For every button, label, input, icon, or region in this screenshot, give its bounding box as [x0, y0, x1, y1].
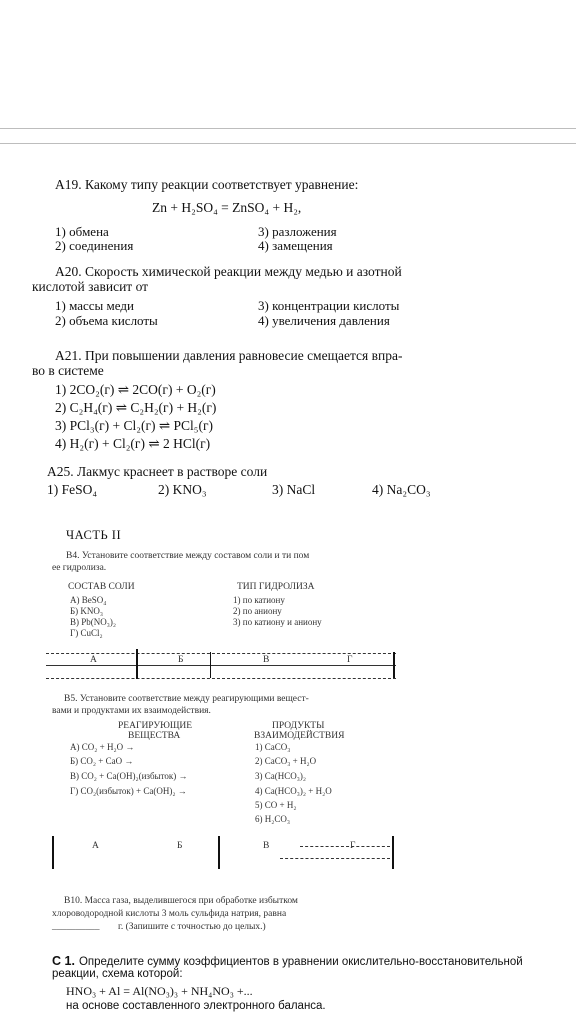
b4-right-item-3: 3) по катиону и аниону	[233, 617, 322, 627]
a21-option-4: 4) H₂(г) + Cl₂(г) ⇌ 2 HCl(г)	[55, 436, 211, 451]
top-divider-2	[0, 143, 576, 144]
a20-question-line1: A20. Скорость химической реакции между медью и азотной	[55, 264, 402, 279]
b5-question-line2: вами и продуктами их взаимодействия.	[52, 706, 211, 716]
b4-right-header: ТИП ГИДРОЛИЗА	[237, 582, 315, 592]
b4-left-item-a: А) BeSO₄	[70, 595, 107, 605]
b5-grid-line-1	[300, 846, 390, 847]
b5-left-item-d: Г) CO₂(избыток) + Ca(OH)₂ →	[70, 786, 187, 796]
b4-right-item-1: 1) по катиону	[233, 595, 285, 605]
b5-answer-cell-b[interactable]: Б	[177, 841, 183, 851]
a25-option-2: 2) KNO₃	[158, 482, 207, 497]
a19-equation: Zn + H₂SO₄ = ZnSO₄ + H₂,	[152, 200, 302, 215]
a21-option-3: 3) PCl₃(г) + Cl₂(г) ⇌ PCl₅(г)	[55, 418, 214, 433]
b5-right-header-2: ВЗАИМОДЕЙСТВИЯ	[254, 731, 345, 741]
b4-question-line2: ее гидролиза.	[52, 563, 107, 573]
b5-answer-cell-d[interactable]: Г	[350, 841, 356, 851]
b5-answer-cell-c[interactable]: В	[263, 841, 270, 851]
b4-grid-divider-3	[393, 652, 395, 678]
b5-grid-divider-left	[52, 836, 54, 869]
b4-answer-cell-a[interactable]: А	[90, 655, 97, 665]
b4-right-item-2: 2) по аниону	[233, 606, 282, 616]
c1-question-line4: на основе составленного электронного баланса.	[66, 1000, 326, 1012]
b4-left-item-b: Б) KNO₃	[70, 606, 104, 616]
b4-left-header: СОСТАВ СОЛИ	[68, 582, 135, 592]
b5-grid-line-2	[280, 858, 390, 859]
b5-left-item-a: А) CO₂ + H₂O →	[70, 742, 135, 752]
b5-left-item-b: Б) CO₂ + CaO →	[70, 756, 134, 766]
b4-grid-divider-1	[136, 649, 138, 679]
c1-label: C 1.	[52, 954, 75, 968]
b5-right-item-2: 2) CaCO₃ + H₂O	[255, 756, 317, 766]
b4-grid-top-line	[46, 653, 396, 654]
b5-right-item-3: 3) Ca(HCO₃)₂	[255, 771, 307, 781]
a20-question-line2: кислотой зависит от	[32, 279, 149, 294]
b5-left-item-c: В) CO₂ + Ca(OH)₂(избыток) →	[70, 771, 188, 781]
b4-answer-cell-b[interactable]: Б	[178, 655, 184, 665]
a19-option-1: 1) обмена	[55, 224, 109, 239]
b4-question-line1: B4. Установите соответствие между составом соли и ти пом	[66, 551, 310, 561]
a20-option-4: 4) увеличения давления	[258, 313, 390, 328]
part2-title: ЧАСТЬ II	[66, 528, 122, 542]
a20-option-2: 2) объема кислоты	[55, 313, 158, 328]
b4-answer-cell-d[interactable]: Г	[347, 655, 353, 665]
b5-left-header-1: РЕАГИРУЮЩИЕ	[118, 721, 193, 731]
a25-option-3: 3) NaCl	[272, 482, 316, 497]
b10-question-line2: хлороводородной кислоты 3 моль сульфида натрия, равна	[52, 909, 287, 919]
a19-option-4: 4) замещения	[258, 238, 333, 253]
c1-text-line1: Определите сумму коэффициентов в уравнении окислительно-восстановительной	[78, 956, 523, 968]
c1-equation: HNO₃ + Al = Al(NO₃)₃ + NH₄NO₃ +...	[66, 984, 253, 998]
top-divider	[0, 128, 576, 129]
a19-option-3: 3) разложения	[258, 224, 337, 239]
b4-grid-mid-line	[46, 665, 396, 666]
b4-left-item-c: В) Pb(NO₃)₂	[70, 617, 117, 627]
a21-question-line2: во в системе	[32, 363, 104, 378]
b5-grid-divider-right	[392, 836, 394, 869]
b10-answer-blank[interactable]: __________	[52, 922, 100, 932]
b5-grid-divider-mid	[218, 836, 220, 869]
a25-question: A25. Лакмус краснеет в растворе соли	[47, 464, 268, 479]
a21-question-line1: A21. При повышении давления равновесие смещается впра-	[55, 348, 403, 363]
a19-question: A19. Какому типу реакции соответствует уравнение:	[55, 177, 359, 192]
b5-question-line1: B5. Установите соответствие между реагирующими вещест-	[64, 694, 309, 704]
b4-answer-cell-c[interactable]: В	[263, 655, 270, 665]
c1-question-line2: реакции, схема которой:	[52, 968, 183, 980]
b5-right-item-5: 5) CO + H₂	[255, 800, 297, 810]
b4-grid-bottom-line	[46, 678, 396, 679]
a25-option-4: 4) Na₂CO₃	[372, 482, 431, 497]
b5-left-header-2: ВЕЩЕСТВА	[128, 731, 181, 741]
a21-option-1: 1) 2CO₂(г) ⇌ 2CO(г) + O₂(г)	[55, 382, 216, 397]
b5-right-item-6: 6) H₂CO₃	[255, 814, 291, 824]
b10-question-line3: г. (Запишите с точностью до целых.)	[118, 922, 266, 932]
b4-left-item-d: Г) CuCl₂	[70, 628, 103, 638]
b5-answer-cell-a[interactable]: А	[92, 841, 99, 851]
b5-right-header-1: ПРОДУКТЫ	[272, 721, 325, 731]
b4-grid-divider-2	[210, 652, 211, 678]
a20-option-1: 1) массы меди	[55, 298, 134, 313]
b10-question-line1: B10. Масса газа, выделившегося при обработке избытком	[64, 896, 298, 906]
a21-option-2: 2) C₂H₄(г) ⇌ C₂H₂(г) + H₂(г)	[55, 400, 217, 415]
b5-right-item-1: 1) CaCO₃	[255, 742, 291, 752]
a25-option-1: 1) FeSO₄	[47, 482, 98, 497]
b5-right-item-4: 4) Ca(HCO₃)₂ + H₂O	[255, 786, 332, 796]
a19-option-2: 2) соединения	[55, 238, 134, 253]
a20-option-3: 3) концентрации кислоты	[258, 298, 400, 313]
